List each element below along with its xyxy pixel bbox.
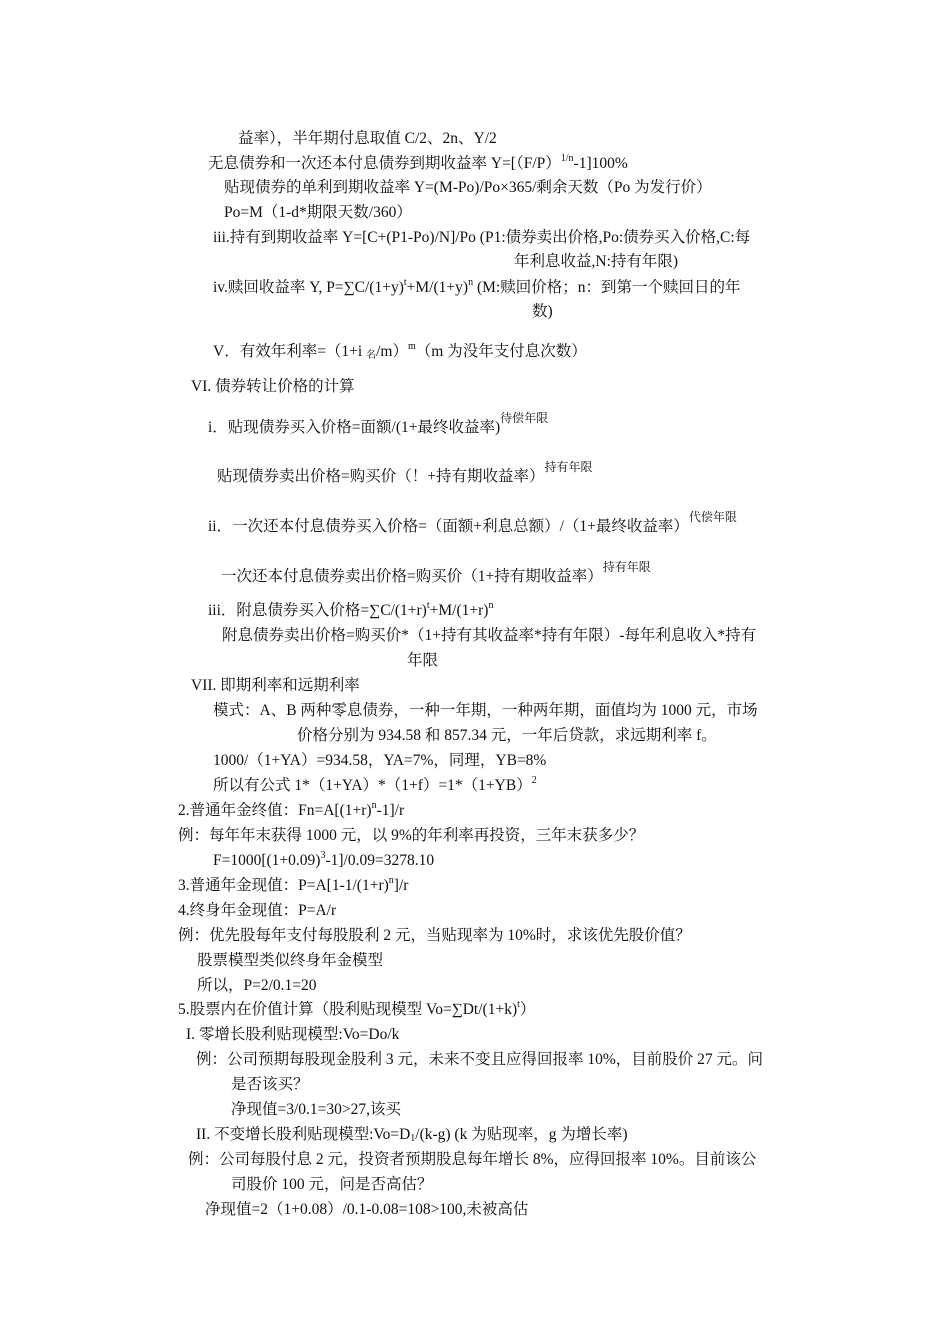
text-line: 例：公司每股付息 2 元，投资者预期股息每年增长 8%，应得回报率 10%。目前该公 <box>188 1151 757 1168</box>
text-line: 是否该买？ <box>231 1076 309 1093</box>
section-heading: 4.终身年金现值：P=A/r <box>178 902 337 919</box>
text-line: ii．一次还本付息债券买入价格=（面额+利息总额）/（1+最终收益率）$^{代偿年限}$ <box>208 510 737 535</box>
text-line: 模式：A、B 两种零息债券，一种一年期，一种两年期，面值均为 1000 元，市场 <box>213 702 758 719</box>
text-line: 例：每年年末获得 1000 元，以 9%的年利率再投资，三年末获多少？ <box>178 827 645 844</box>
text-line: 1000/（1+YA）=934.58，YA=7%，同理，YB=8% <box>213 752 547 769</box>
text-line: II. 不变增长股利贴现模型$:Vo=D_1/(k-g)$ (k 为贴现率，g 为增长率) <box>196 1126 628 1144</box>
text-line: 年限 <box>407 652 439 669</box>
text-line: 司股价 100 元，问是否高估？ <box>231 1176 433 1193</box>
section-heading: VII. 即期利率和远期利率 <box>191 677 360 694</box>
text-line: 净现值=3/0.1=30>27,该买 <box>231 1101 402 1118</box>
text-line: 价格分别为 934.58 和 857.34 元，一年后贷款，求远期利率 f。 <box>297 727 717 744</box>
text-line: iii．附息债券买入价格$=\sum C/(1+r)^t+M/(1+r)^n$ <box>208 600 494 619</box>
text-line: 净现值=2（1+0.08）/0.1-0.08=108>100,未被高估 <box>205 1201 529 1218</box>
text-line: iv.赎回收益率 Y, $P=\sum C/(1+y)^t+M/(1+y)^n$ (M:赎回价格；n：到第一个赎回日的年 <box>213 277 741 296</box>
text-line: V．有效年利率=（1+i $_名$/m）$^m$（m 为没年支付息次数） <box>213 341 587 361</box>
text-line: 数) <box>532 303 553 320</box>
section-heading: VI. 债券转让价格的计算 <box>191 378 355 395</box>
text-line: 例：优先股每年支付每股股利 2 元，当贴现率为 10%时，求该优先股价值？ <box>178 927 691 944</box>
text-line: 附息债券卖出价格=购买价*（1+持有其收益率*持有年限）-每年利息收入*持有 <box>222 627 757 644</box>
text-line: $F=1000[(1+0.09)^3-1]/0.09=3278.10$ <box>213 850 435 869</box>
text-line: 所以，P=2/0.1=20 <box>197 977 317 994</box>
text-line: 无息债券和一次还本付息债券到期收益率 $Y=[(F/P)^{1/n}-1]100\%$ <box>208 153 628 172</box>
text-line: 所以有公式 $1*(1+YA)*(1+f)=1*(1+YB)^2$ <box>213 775 537 794</box>
section-heading: 5.股票内在价值计算（股利贴现模型 $Vo=\sum Dt/(1+k)^t$） <box>178 999 536 1018</box>
text-line: Po=M（1-d*期限天数/360） <box>224 204 412 221</box>
text-line: i．贴现债券买入价格=面额/(1+最终收益率)$^{待偿年限}$ <box>208 411 549 436</box>
section-heading: 2.普通年金终值：$Fn=A[(1+r)^n-1]/r$ <box>178 800 405 819</box>
text-line: 贴现债券的单利到期收益率 Y=(M-Po)/Po×365/剩余天数（Po 为发行价） <box>224 179 712 196</box>
text-line: 益率），半年期付息取值 C/2、2n、Y/2 <box>238 130 497 147</box>
text-line: I. 零增长股利贴现模型:Vo=Do/k <box>186 1026 400 1043</box>
text-line: 股票模型类似终身年金模型 <box>197 952 384 969</box>
text-line: 年利息收益,N:持有年限) <box>514 253 679 270</box>
section-heading: 3.普通年金现值：$P=A[1-1/(1+r)^n]/r$ <box>178 875 409 894</box>
text-line: iii.持有到期收益率 Y=[C+(P1-Po)/N]/Po (P1:债券卖出价格,Po:债券买入价格,C:每 <box>213 229 751 246</box>
text-line: 例：公司预期每股现金股利 3 元，未来不变且应得回报率 10%，目前股价 27 元。问 <box>196 1051 764 1068</box>
text-line: 一次还本付息债券卖出价格=购买价（1+持有期收益率）$^{持有年限}$ <box>221 560 651 585</box>
text-line: 贴现债券卖出价格=购买价（！+持有期收益率）$^{持有年限}$ <box>217 460 593 485</box>
